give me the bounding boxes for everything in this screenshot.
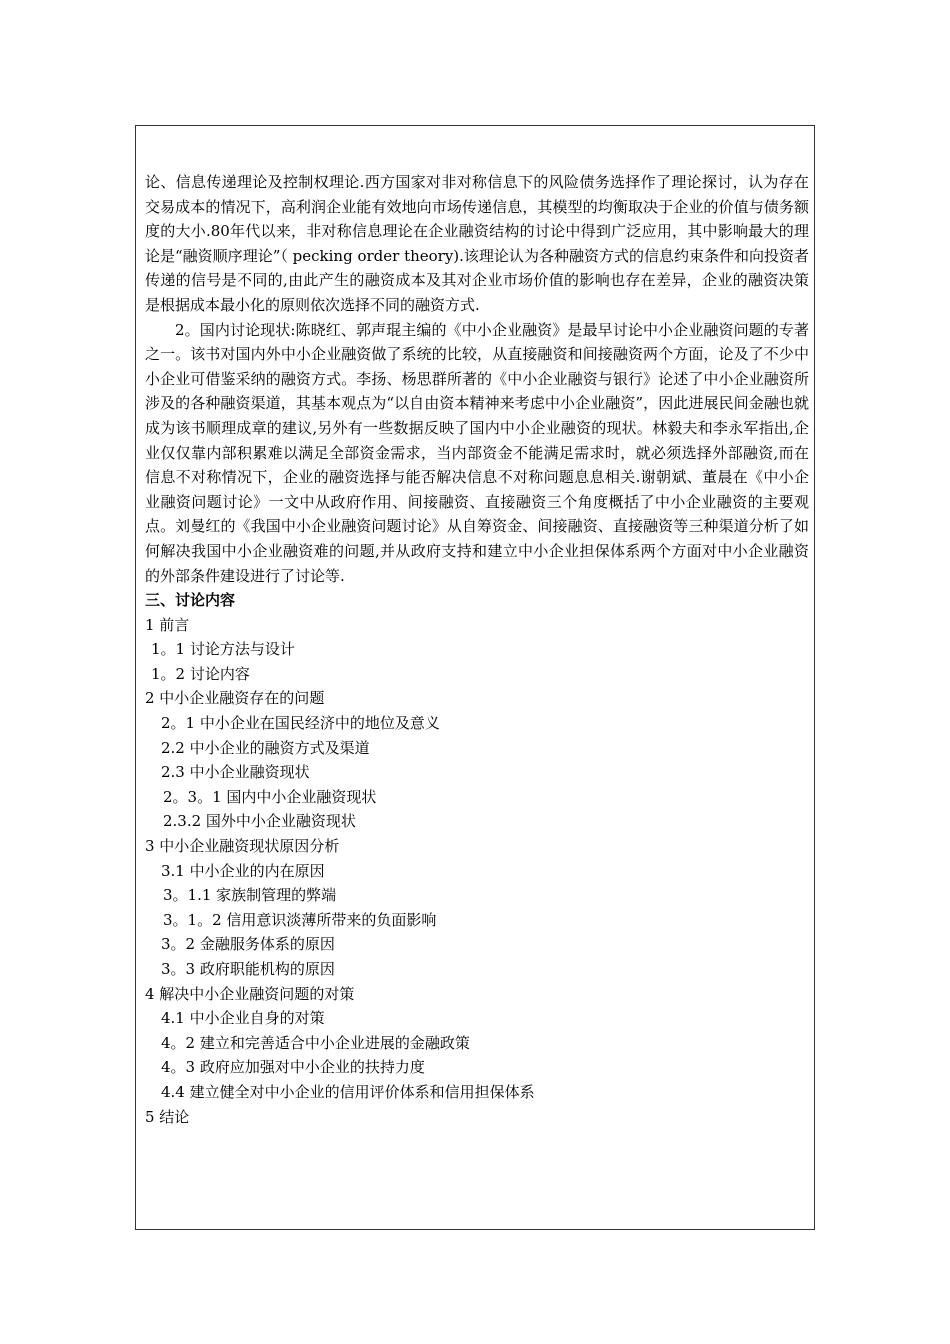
outline-item: 2.2 中小企业的融资方式及渠道 [161,738,370,757]
outline-item: 4 解决中小企业融资问题的对策 [145,984,355,1003]
outline-list [145,613,809,1129]
outline-item: 3。2 金融服务体系的原因 [161,935,335,954]
outline-item: 3。1。2 信用意识淡薄所带来的负面影响 [163,910,437,929]
document-body [145,170,809,1129]
outline-item: 3 中小企业融资现状原因分析 [145,837,340,856]
outline-item: 3。1.1 家族制管理的弊端 [163,886,337,905]
outline-item: 4.4 建立健全对中小企业的信用评价体系和信用担保体系 [161,1082,535,1101]
outline-item: 2.3.2 国外中小企业融资现状 [163,812,356,831]
outline-item: 3。3 政府职能机构的原因 [161,960,335,978]
outline-item: 2。3。1 国内中小企业融资现状 [163,787,377,806]
section-heading: 三、讨论内容 [145,591,236,610]
paragraph-theory: 论、信息传递理论及控制权理论.西方国家对非对称信息下的风险债务选择作了理论探讨，认为存在交易成本的情况下，高利润企业能有效地向市场传递信息，其模型的均衡取决于企业的价值与债务额度的大小.80年代以来，非对称信息理论在企业融资结构的讨论中得到广泛应用，其中影响最大的理论是“融资顺序理论”（ pecking order theory).该理论认为各种融资方式的信息约束条件和向投资者传递的信号是不同的,由此产生的融资成本及其对企业市场价值的影响也存在差异，企业的融资决策是根据成本最小化的原则依次选择不同的融资方式. [145,173,809,314]
outline-item: 2 中小企业融资存在的问题 [145,689,325,708]
outline-item: 2.3 中小企业融资现状 [161,763,310,782]
outline-item: 1。2 讨论内容 [151,664,250,683]
paragraph-domestic-research: 2。国内讨论现状:陈晓红、郭声琨主编的《中小企业融资》是最早讨论中小企业融资问题的专著之一。该书对国内外中小企业融资做了系统的比较，从直接融资和间接融资两个方面，论及了不少中小企业可借鉴采纳的融资方式。李扬、杨思群所著的《中小企业融资与银行》论述了中小企业融资所涉及的各种融资渠道，其基本观点为“以自由资本精神来考虑中小企业融资”，因此进展民间金融也就成为该书顺理成章的建议,另外有一些数据反映了国内中小企业融资的现状。林毅夫和李永军指出,企业仅仅靠内部积累难以满足全部资金需求，当内部资金不能满足需求时，就必须选择外部融资,而在信息不对称情况下，企业的融资选择与能否解决信息不对称问题息息相关.谢朝斌、董晨在《中小企业融资问题讨论》一文中从政府作用、间接融资、直接融资三个角度概括了中小企业融资的主要观点。刘曼红的《我国中小企业融资问题讨论》从自筹资金、间接融资、直接融资等三种渠道分析了如何解决我国中小企业融资难的问题,并从政府支持和建立中小企业担保体系两个方面对中小企业融资的外部条件建设进行了讨论等. [145,320,809,585]
outline-item: 1 前言 [145,615,190,634]
outline-item: 2。1 中小企业在国民经济中的地位及意义 [161,714,440,733]
outline-item: 1。1 讨论方法与设计 [151,640,295,659]
outline-item: 4。3 政府应加强对中小企业的扶持力度 [161,1058,425,1077]
outline-item: 5 结论 [145,1107,190,1126]
outline-item: 4.1 中小企业自身的对策 [161,1009,325,1028]
outline-item: 3.1 中小企业的内在原因 [161,861,325,880]
outline-item: 4。2 建立和完善适合中小企业进展的金融政策 [161,1033,470,1052]
